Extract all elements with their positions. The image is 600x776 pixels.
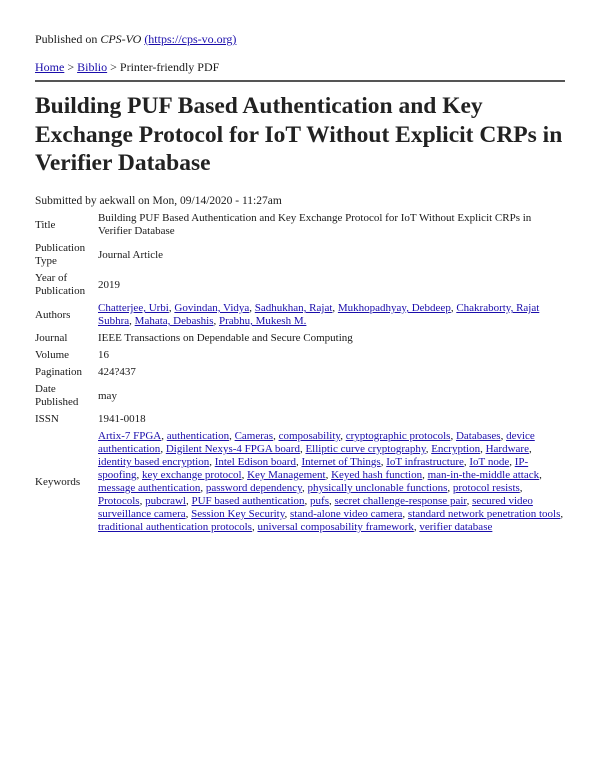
- keyword-link[interactable]: pufs: [310, 495, 329, 507]
- keyword-link[interactable]: Cameras: [234, 430, 274, 442]
- field-label: Title: [35, 218, 56, 231]
- keyword-link[interactable]: Elliptic curve cryptography: [305, 443, 426, 455]
- keyword-link[interactable]: IP-spoofing: [98, 456, 529, 481]
- site-url-link[interactable]: (https://cps-vo.org): [144, 32, 237, 46]
- field-label: Keywords: [35, 475, 81, 488]
- keyword-link[interactable]: message authentication: [98, 482, 201, 494]
- keyword-link[interactable]: device authentication: [98, 430, 535, 455]
- field-label: Date Published: [35, 383, 79, 408]
- field-label: Publication Type: [35, 242, 86, 267]
- keyword-link[interactable]: Keyed hash function: [331, 469, 423, 481]
- author-link[interactable]: Mukhopadhyay, Debdeep: [337, 302, 451, 314]
- keyword-link[interactable]: Encryption: [431, 443, 481, 455]
- keywords-list: Artix-7 FPGA, authentication, Cameras, composability, cryptographic protocols, Databases, device authentication, Digilent Nexys-4 FPGA board, Elliptic curve cryptography, Encryption, Hardware, identity based encryption, Intel Edison board, Internet of Things, IoT infrastructure, IoT node, IP-spoofing, key exchange protocol, Key Management, Keyed hash function, man-in-the-middle attack, message authentication, password dependency, physically unclonable functions, protocol resists, Protocols, pubcrawl, PUF based authentication, pufs, secret challenge-response pair, secured video surveillance camera, Session Key Security, stand-alone video camera, standard network penetration tools, traditional authentication protocols, universal composability framework, verifier database: [98, 430, 564, 533]
- date-published-value: may: [98, 389, 117, 402]
- submitted-line: Submitted by aekwall on Mon, 09/14/2020 - 11:27am: [35, 195, 282, 207]
- year-value: 2019: [98, 278, 120, 291]
- keyword-link[interactable]: Protocols: [98, 495, 140, 507]
- keyword-link[interactable]: cryptographic protocols: [345, 430, 451, 442]
- keyword-link[interactable]: standard network penetration tools: [407, 508, 561, 520]
- issn-value: 1941-0018: [98, 413, 146, 425]
- site-name: CPS-VO: [100, 32, 142, 46]
- keyword-link[interactable]: IoT infrastructure: [386, 456, 464, 468]
- keyword-link[interactable]: stand-alone video camera: [290, 508, 403, 520]
- keyword-link[interactable]: authentication: [166, 430, 230, 442]
- field-label: Pagination: [35, 366, 83, 378]
- keyword-link[interactable]: pubcrawl: [145, 495, 186, 507]
- keyword-link[interactable]: universal composability framework: [257, 521, 414, 533]
- keyword-link[interactable]: physically unclonable functions: [307, 482, 448, 494]
- field-label: ISSN: [35, 413, 59, 425]
- volume-value: 16: [98, 349, 109, 361]
- author-link[interactable]: Govindan, Vidya: [174, 302, 250, 314]
- field-label: Volume: [35, 349, 70, 361]
- published-prefix: Published on: [35, 32, 101, 46]
- keyword-link[interactable]: secret challenge-response pair: [334, 495, 467, 507]
- field-label: Authors: [35, 308, 71, 321]
- breadcrumb-current: Printer-friendly PDF: [119, 60, 220, 74]
- publication-type-value: Journal Article: [98, 248, 164, 261]
- journal-value: IEEE Transactions on Dependable and Secure Computing: [98, 332, 353, 344]
- row-journal: [33, 330, 568, 347]
- breadcrumb-biblio[interactable]: Biblio: [77, 60, 108, 74]
- keyword-link[interactable]: Artix-7 FPGA: [98, 430, 162, 442]
- divider: [35, 80, 565, 82]
- row-publication-type: [33, 240, 568, 270]
- breadcrumb-sep: >: [107, 60, 120, 74]
- row-volume: [33, 347, 568, 364]
- author-link[interactable]: Chatterjee, Urbi: [98, 302, 169, 314]
- pagination-value: 424?437: [98, 366, 136, 378]
- page-title: Building PUF Based Authentication and Key Exchange Protocol for IoT Without Explicit CRPs in Verifier Database: [35, 93, 563, 176]
- keyword-link[interactable]: Session Key Security: [191, 508, 285, 520]
- breadcrumb-sep: >: [64, 60, 78, 74]
- keyword-link[interactable]: PUF based authentication: [191, 495, 305, 507]
- keyword-link[interactable]: Databases: [455, 430, 501, 442]
- keyword-link[interactable]: key exchange protocol: [142, 469, 242, 481]
- keyword-link[interactable]: man-in-the-middle attack: [427, 469, 540, 481]
- row-title: [33, 210, 568, 240]
- field-label: Year of Publication: [35, 272, 86, 297]
- published-line: [35, 32, 236, 47]
- keyword-link[interactable]: secured video surveillance camera: [98, 495, 533, 520]
- keyword-link[interactable]: verifier database: [419, 521, 493, 533]
- keyword-link[interactable]: identity based encryption: [98, 456, 210, 468]
- keyword-link[interactable]: IoT node: [469, 456, 510, 468]
- row-year: [33, 270, 568, 300]
- keyword-link[interactable]: Key Management: [247, 469, 326, 481]
- row-keywords: [33, 428, 568, 536]
- field-label: Journal: [35, 332, 68, 344]
- keyword-link[interactable]: Internet of Things: [301, 456, 381, 468]
- author-link[interactable]: Sadhukhan, Rajat: [254, 302, 333, 314]
- title-value: Building PUF Based Authentication and Key Exchange Protocol for IoT Without Explicit CRPs in Verifier Database: [98, 212, 532, 237]
- keyword-link[interactable]: Hardware: [485, 443, 529, 455]
- author-link[interactable]: Prabhu, Mukesh M.: [218, 315, 307, 327]
- keyword-link[interactable]: Intel Edison board: [214, 456, 296, 468]
- keyword-link[interactable]: composability: [278, 430, 341, 442]
- row-pagination: [33, 364, 568, 381]
- authors-list: Chatterjee, Urbi, Govindan, Vidya, Sadhukhan, Rajat, Mukhopadhyay, Debdeep, Chakraborty, Rajat Subhra, Mahata, Debashis, Prabhu, Mukesh M.: [98, 302, 540, 327]
- keyword-link[interactable]: Digilent Nexys-4 FPGA board: [165, 443, 300, 455]
- breadcrumb-home[interactable]: Home: [35, 60, 65, 74]
- author-link[interactable]: Mahata, Debashis: [134, 315, 214, 327]
- biblio-table: [33, 210, 568, 536]
- row-date-published: [33, 381, 568, 411]
- keyword-link[interactable]: protocol resists: [452, 482, 520, 494]
- row-issn: [33, 411, 568, 428]
- row-authors: [33, 300, 568, 330]
- keyword-link[interactable]: password dependency: [205, 482, 302, 494]
- breadcrumb: [35, 60, 219, 75]
- keyword-link[interactable]: traditional authentication protocols: [98, 521, 252, 533]
- author-link[interactable]: Chakraborty, Rajat Subhra: [98, 302, 540, 327]
